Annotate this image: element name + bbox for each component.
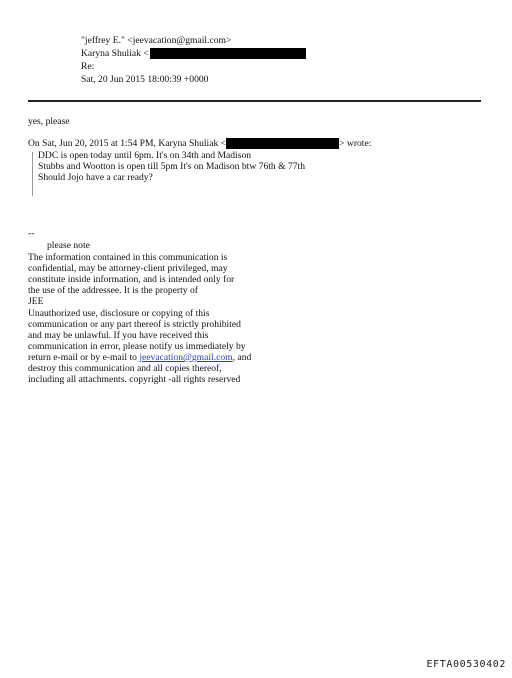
date-value: Sat, 20 Jun 2015 18:00:39 +0000 (81, 74, 209, 85)
disclaimer-line: communication or any part thereof is strictly prohibited (28, 319, 241, 330)
disclaimer-line: confidential, may be attorney-client privileged, may (28, 263, 228, 274)
disclaimer-line: destroy this communication and all copies thereof, (28, 363, 222, 374)
disclaimer-line: and may be unlawful. If you have received this (28, 330, 209, 341)
disclaimer-line: including all attachments. copyright -all rights reserved (28, 374, 241, 385)
redaction-block (150, 48, 306, 59)
quote-bar (32, 152, 33, 196)
to-value: Karyna Shuliak < (81, 48, 149, 59)
redaction-block (226, 138, 339, 149)
subject-value: Re: (81, 61, 95, 72)
quoted-line: Should Jojo have a car ready? (38, 172, 153, 183)
quoted-line: Stubbs and Wootton is open till 5pm It's on Madison btw 76th & 77th (38, 161, 306, 172)
quote-intro (28, 138, 371, 150)
signature-separator: -- (28, 228, 35, 239)
to-value-wrap (81, 47, 306, 60)
disclaimer-line: The information contained in this communication is (28, 252, 228, 263)
bates-number: EFTA00530402 (426, 659, 506, 670)
disclaimer-line: constitute inside information, and is intended only for (28, 274, 235, 285)
email-link[interactable]: jeevacation@gmail.com (139, 352, 233, 363)
from-value: "jeffrey E." <jeevacation@gmail.com> (81, 35, 232, 46)
disclaimer-line: Unauthorized use, disclosure or copying of this (28, 308, 210, 319)
header-divider (28, 100, 481, 102)
signature-note: please note (47, 240, 90, 251)
quote-intro-before: On Sat, Jun 20, 2015 at 1:54 PM, Karyna Shuliak < (28, 138, 227, 149)
quote-intro-after: > wrote: (339, 138, 372, 149)
notify-after: , and (232, 352, 252, 363)
reply-text: yes, please (28, 116, 70, 127)
disclaimer-line: the use of the addressee. It is the property of (28, 285, 198, 296)
quoted-line: DDC is open today until 6pm. It's on 34th and Madison (38, 150, 252, 161)
disclaimer-line: JEE (28, 296, 44, 307)
notify-before: return e-mail or by e-mail to (28, 352, 140, 363)
disclaimer-line: communication in error, please notify us immediately by (28, 341, 246, 352)
